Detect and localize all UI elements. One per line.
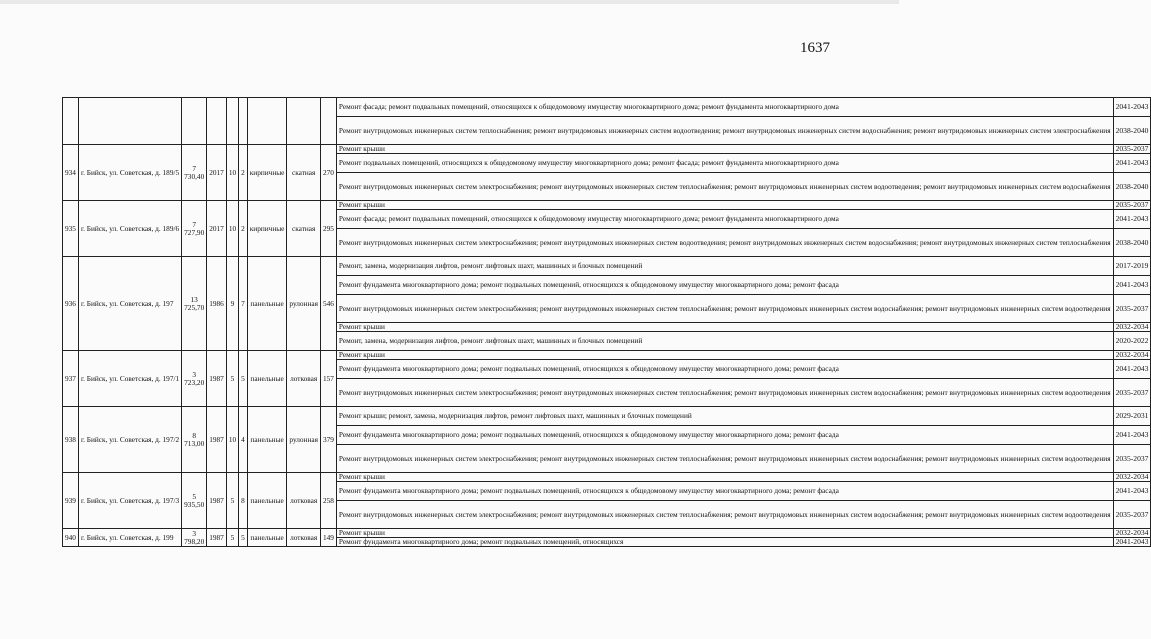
total-area: 3 723,20 [182,351,207,407]
row-number: 939 [63,473,79,529]
table-row [63,407,1151,426]
floors-count: 10 [226,145,238,201]
total-area: 7 727,90 [182,201,207,257]
entrances-count: 2 [239,145,248,201]
apartments-count: 157 [320,351,336,407]
work-period: 2035-2037 [1113,445,1151,473]
work-description: Ремонт крыши [336,145,1113,154]
work-description: Ремонт крыши [336,201,1113,210]
work-description: Ремонт крыши; ремонт, замена, модернизация лифтов, ремонт лифтовых шахт, машинных и блочных помещений [336,407,1113,426]
wall-material: панельные [247,407,287,473]
house-address: г. Бийск, ул. Советская, д. 197 [78,257,181,351]
work-description: Ремонт фасада; ремонт подвальных помещений, относящихся к общедомовому имуществу многоквартирного дома; ремонт фундамента многоквартирного дома [336,98,1113,117]
roof-type: рулонная [287,407,321,473]
row-number: 935 [63,201,79,257]
continuation-blank-cell [247,98,287,145]
table-row [63,529,1151,538]
table-row [63,257,1151,276]
roof-type: лотковая [287,529,321,547]
commission-year: 1987 [207,351,227,407]
table-row [63,201,1151,210]
work-description: Ремонт подвальных помещений, относящихся к общедомовому имуществу многоквартирного дома; ремонт фасада; ремонт фундамента многоквартирного дома [336,154,1113,173]
work-period: 2038-2040 [1113,229,1151,257]
work-description: Ремонт внутридомовых инженерных систем электроснабжения; ремонт внутридомовых инженерных систем водоотведения; ремонт внутридомовых инженерных систем водоснабжения; ремонт внутридомовых инженерных систем теплоснабжения [336,229,1113,257]
house-address: г. Бийск, ул. Советская, д. 197/3 [78,473,181,529]
house-address: г. Бийск, ул. Советская, д. 197/1 [78,351,181,407]
total-area: 5 935,50 [182,473,207,529]
entrances-count: 8 [239,473,248,529]
continuation-blank-cell [182,98,207,145]
work-period: 2029-2031 [1113,407,1151,426]
entrances-count: 5 [239,351,248,407]
total-area: 13 725,70 [182,257,207,351]
apartments-count: 149 [320,529,336,547]
work-period: 2035-2037 [1113,295,1151,323]
work-period: 2035-2037 [1113,501,1151,529]
work-description: Ремонт внутридомовых инженерных систем электроснабжения; ремонт внутридомовых инженерных систем теплоснабжения; ремонт внутридомовых инженерных систем водоснабжения; ремонт внутридомовых инженерных систем водоотведения [336,501,1113,529]
roof-type: рулонная [287,257,321,351]
work-period: 2041-2043 [1113,538,1151,547]
apartments-count: 270 [320,145,336,201]
wall-material: панельные [247,257,287,351]
continuation-blank-cell [78,98,181,145]
table-row [63,145,1151,154]
work-period: 2041-2043 [1113,360,1151,379]
work-period: 2017-2019 [1113,257,1151,276]
table-row [63,473,1151,482]
work-description: Ремонт фундамента многоквартирного дома; ремонт подвальных помещений, относящихся к общедомовому имуществу многоквартирного дома; ремонт фасада [336,360,1113,379]
table-row [63,351,1151,360]
work-period: 2035-2037 [1113,201,1151,210]
total-area: 8 713,00 [182,407,207,473]
work-period: 2041-2043 [1113,276,1151,295]
work-description: Ремонт крыши [336,323,1113,332]
total-area: 7 730,40 [182,145,207,201]
continuation-blank-cell [320,98,336,145]
apartments-count: 258 [320,473,336,529]
row-number: 937 [63,351,79,407]
work-period: 2041-2043 [1113,98,1151,117]
commission-year: 2017 [207,201,227,257]
row-number: 940 [63,529,79,547]
house-address: г. Бийск, ул. Советская, д. 199 [78,529,181,547]
house-address: г. Бийск, ул. Советская, д. 189/5 [78,145,181,201]
roof-type: лотковая [287,473,321,529]
row-number: 936 [63,257,79,351]
work-period: 2041-2043 [1113,426,1151,445]
work-description: Ремонт внутридомовых инженерных систем электроснабжения; ремонт внутридомовых инженерных систем теплоснабжения; ремонт внутридомовых инженерных систем водоотведения; ремонт внутридомовых инженерных систем водоснабжения [336,173,1113,201]
work-description: Ремонт, замена, модернизация лифтов, ремонт лифтовых шахт, машинных и блочных помещений [336,332,1113,351]
roof-type: лотковая [287,351,321,407]
floors-count: 10 [226,201,238,257]
continuation-blank-cell [239,98,248,145]
work-description: Ремонт фундамента многоквартирного дома; ремонт подвальных помещений, относящихся к общедомовому имуществу многоквартирного дома; ремонт фасада [336,482,1113,501]
work-period: 2035-2037 [1113,145,1151,154]
total-area: 3 798,20 [182,529,207,547]
commission-year: 1986 [207,257,227,351]
work-period: 2041-2043 [1113,154,1151,173]
work-description: Ремонт фундамента многоквартирного дома; ремонт подвальных помещений, относящихся к общедомовому имуществу многоквартирного дома; ремонт фасада [336,426,1113,445]
row-number: 938 [63,407,79,473]
roof-type: скатная [287,201,321,257]
house-address: г. Бийск, ул. Советская, д. 197/2 [78,407,181,473]
continuation-blank-cell [63,98,79,145]
work-period: 2020-2022 [1113,332,1151,351]
row-number: 934 [63,145,79,201]
work-description: Ремонт фундамента многоквартирного дома; ремонт подвальных помещений, относящихся [336,538,1113,547]
continuation-blank-cell [207,98,227,145]
floors-count: 5 [226,529,238,547]
wall-material: кирпичные [247,201,287,257]
work-description: Ремонт фундамента многоквартирного дома; ремонт подвальных помещений, относящихся к общедомовому имуществу многоквартирного дома; ремонт фасада [336,276,1113,295]
continuation-row [63,98,1151,117]
commission-year: 1987 [207,407,227,473]
work-period: 2032-2034 [1113,351,1151,360]
commission-year: 1987 [207,529,227,547]
house-address: г. Бийск, ул. Советская, д. 189/6 [78,201,181,257]
work-period: 2032-2034 [1113,473,1151,482]
work-period: 2041-2043 [1113,482,1151,501]
floors-count: 5 [226,473,238,529]
work-period: 2041-2043 [1113,210,1151,229]
work-description: Ремонт, замена, модернизация лифтов, ремонт лифтовых шахт, машинных и блочных помещений [336,257,1113,276]
housing-register-table [62,97,1151,547]
floors-count: 10 [226,407,238,473]
page-number: 1637 [800,40,830,56]
entrances-count: 7 [239,257,248,351]
work-description: Ремонт крыши [336,473,1113,482]
work-description: Ремонт фасада; ремонт подвальных помещений, относящихся к общедомовому имуществу многоквартирного дома; ремонт фундамента многоквартирного дома [336,210,1113,229]
register-rows [63,98,1151,547]
work-description: Ремонт внутридомовых инженерных систем электроснабжения; ремонт внутридомовых инженерных систем теплоснабжения; ремонт внутридомовых инженерных систем водоснабжения; ремонт внутридомовых инженерных систем водоотведения [336,445,1113,473]
wall-material: панельные [247,529,287,547]
scan-edge [0,0,899,4]
work-period: 2038-2040 [1113,173,1151,201]
apartments-count: 546 [320,257,336,351]
entrances-count: 2 [239,201,248,257]
commission-year: 2017 [207,145,227,201]
roof-type: скатная [287,145,321,201]
work-description: Ремонт внутридомовых инженерных систем теплоснабжения; ремонт внутридомовых инженерных систем водоотведения; ремонт внутридомовых инженерных систем водоснабжения; ремонт внутридомовых инженерных систем электроснабжения [336,117,1113,145]
work-description: Ремонт внутридомовых инженерных систем электроснабжения; ремонт внутридомовых инженерных систем теплоснабжения; ремонт внутридомовых инженерных систем водоснабжения; ремонт внутридомовых инженерных систем водоотведения [336,295,1113,323]
work-description: Ремонт крыши [336,351,1113,360]
apartments-count: 379 [320,407,336,473]
work-description: Ремонт внутридомовых инженерных систем электроснабжения; ремонт внутридомовых инженерных систем теплоснабжения; ремонт внутридомовых инженерных систем водоснабжения; ремонт внутридомовых инженерных систем водоотведения [336,379,1113,407]
floors-count: 5 [226,351,238,407]
wall-material: панельные [247,351,287,407]
work-period: 2032-2034 [1113,529,1151,538]
work-period: 2032-2034 [1113,323,1151,332]
wall-material: панельные [247,473,287,529]
work-period: 2038-2040 [1113,117,1151,145]
work-period: 2035-2037 [1113,379,1151,407]
floors-count: 9 [226,257,238,351]
continuation-blank-cell [226,98,238,145]
apartments-count: 295 [320,201,336,257]
entrances-count: 4 [239,407,248,473]
continuation-blank-cell [287,98,321,145]
wall-material: кирпичные [247,145,287,201]
work-description: Ремонт крыши [336,529,1113,538]
commission-year: 1987 [207,473,227,529]
entrances-count: 5 [239,529,248,547]
